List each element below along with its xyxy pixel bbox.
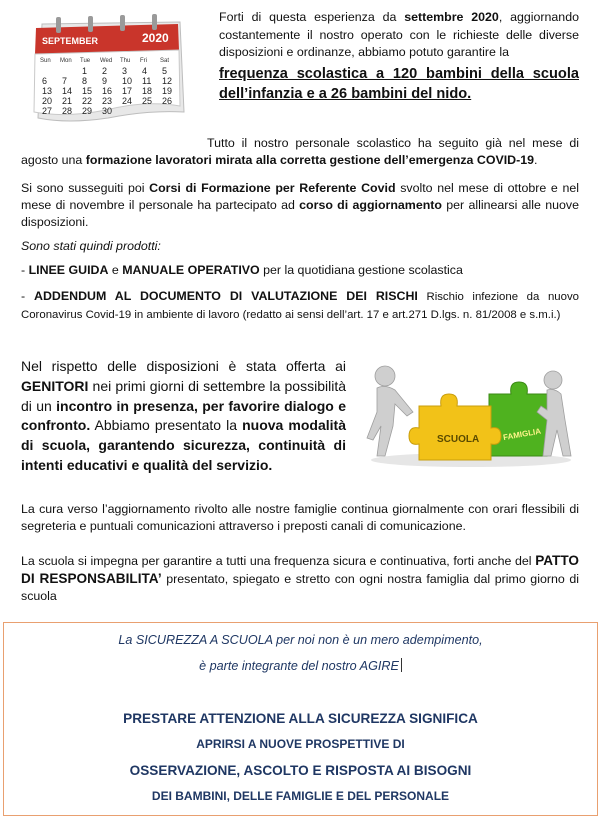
guide-post: per la quotidiana gestione scolastica xyxy=(259,263,463,277)
calendar-illustration xyxy=(28,14,188,126)
calendar-day: 15 xyxy=(82,86,93,96)
puzzle-figures-icon xyxy=(361,360,581,470)
courses-mid: svolto nel mese di ottobre e nel mese di novembre il personale ha partecipato ad xyxy=(21,181,579,212)
guide-dash: - xyxy=(21,263,29,277)
calendar-day: 4 xyxy=(142,66,148,76)
puzzle-illustration xyxy=(361,360,581,470)
calendar-day: 1 xyxy=(82,66,88,76)
training-post: . xyxy=(534,153,538,167)
puzzle-label-famiglia: FAMIGLIA xyxy=(502,426,542,443)
intro-date: settembre 2020 xyxy=(404,10,499,24)
calendar-day: 20 xyxy=(42,96,53,106)
calendar-day: 18 xyxy=(142,86,153,96)
intro-highlight: frequenza scolastica a 120 bambini della scuola dell’infanzia e a 26 bambini del nido. xyxy=(219,65,579,102)
text-cursor xyxy=(401,658,402,672)
training-pre: Tutto il nostro personale scolastico ha seguito già nel mese di agosto una xyxy=(21,136,579,167)
guide-bold-1: LINEE GUIDA xyxy=(28,263,109,277)
calendar-day: 23 xyxy=(102,96,113,106)
calendar-day: 5 xyxy=(162,66,168,76)
courses-bold-2: corso di aggiornamento xyxy=(299,198,442,212)
calendar-day: 9 xyxy=(102,76,108,86)
calendar-day: 27 xyxy=(42,106,53,116)
calendar-day: 12 xyxy=(162,76,173,86)
pact-post: presentato, spiegato e stretto con ogni nostra famiglia dal primo giorno di scuola xyxy=(21,572,579,603)
box-line-5: OSSERVAZIONE, ASCOLTO E RISPOSTA AI BISOGNI xyxy=(129,763,472,778)
courses-post: per allinearsi alle nuove disposizioni. xyxy=(21,198,579,229)
guide-bold-2: MANUALE OPERATIVO xyxy=(122,263,260,277)
addendum-post: Rischio infezione da nuovo Coronavirus Covid-19 in ambiente di lavoro (redatto ai sensi dell’art. 17 e art.271 D.lgs. n. 81/2008 e s.m.i.) xyxy=(21,291,579,321)
box-line-4: APRIRSI A NUOVE PROSPETTIVE DI xyxy=(196,737,405,751)
parents-bold-2: incontro in presenza, per favorire dialogo e confronto. xyxy=(21,397,346,434)
calendar-day: 28 xyxy=(62,106,73,116)
parents-bold-3: nuova modalità di scuola, garantendo sicurezza, continuità di intenti educativi e qualità del servizio. xyxy=(21,417,346,473)
pact-bold: PATTO DI RESPONSABILITA’ xyxy=(21,553,579,586)
calendar-day: 26 xyxy=(162,96,173,106)
person-figure-left xyxy=(367,366,413,456)
courses-pre: Si sono susseguiti poi xyxy=(21,181,150,195)
calendar-day: 24 xyxy=(122,96,133,106)
pact-pre: La scuola si impegna per garantire a tutti una frequenza sicura e continuativa, forti anche del xyxy=(21,554,536,568)
calendar-day: 17 xyxy=(122,86,133,96)
calendar-day: 8 xyxy=(82,76,88,86)
calendar-weekday: Wed xyxy=(100,58,113,64)
parents-text-3: Abbiamo presentato la xyxy=(90,417,243,434)
calendar-day: 30 xyxy=(102,106,113,116)
addendum-list-item xyxy=(21,288,579,324)
calendar-day: 19 xyxy=(162,86,173,96)
calendar-day: 25 xyxy=(142,96,153,106)
calendar-weekday: Sun xyxy=(40,58,51,64)
parents-paragraph xyxy=(21,357,346,476)
calendar-day: 21 xyxy=(62,96,73,106)
calendar-day: 10 xyxy=(122,76,133,86)
addendum-dash: - xyxy=(21,289,35,303)
courses-paragraph xyxy=(21,180,579,231)
box-line-3: PRESTARE ATTENZIONE ALLA SICUREZZA SIGNIFICA xyxy=(123,711,478,726)
calendar-weekday: Tue xyxy=(80,58,91,64)
intro-post: , aggiornando costantemente il nostro operato con le richieste delle diverse disposizioni e ordinanze, abbiamo potuto garantire la xyxy=(219,10,579,59)
parents-text-2: nei primi giorni di settembre la possibilità di un xyxy=(21,377,346,414)
calendar-day: 22 xyxy=(82,96,93,106)
box-line-1: La SICUREZZA A SCUOLA per noi non è un mero adempimento, xyxy=(118,633,483,647)
intro-paragraph xyxy=(219,9,579,104)
care-paragraph: La cura verso l’aggiornamento rivolto alle nostre famiglie continua giornalmente con orari flessibili di segreteria e puntuali comunicazioni attraverso i preposti canali di comunicazione. xyxy=(21,502,579,533)
calendar-weekday: Fri xyxy=(140,58,147,64)
produced-heading: Sono stati quindi prodotti: xyxy=(21,239,161,253)
puzzle-label-scuola: SCUOLA xyxy=(437,434,480,445)
parents-bold-1: GENITORI xyxy=(21,377,89,394)
pact-paragraph xyxy=(21,552,579,605)
guide-mid: e xyxy=(108,263,123,277)
calendar-weekday: Thu xyxy=(120,58,131,64)
calendar-day: 13 xyxy=(42,86,53,96)
calendar-month: SEPTEMBER xyxy=(42,36,99,46)
safety-statement-box xyxy=(3,622,598,816)
guide-list-item xyxy=(21,262,579,279)
calendar-day: 14 xyxy=(62,86,73,96)
calendar-day: 11 xyxy=(142,76,152,86)
calendar-icon xyxy=(28,14,188,126)
calendar-day: 6 xyxy=(42,76,48,86)
box-line-6: DEI BAMBINI, DELLE FAMIGLIE E DEL PERSONALE xyxy=(151,789,450,803)
box-line-2-wrap xyxy=(4,658,597,673)
intro-pre: Forti di questa esperienza da xyxy=(219,10,405,24)
parents-text-1: Nel rispetto delle disposizioni è stata offerta ai xyxy=(21,358,346,374)
calendar-weekday: Mon xyxy=(60,58,72,64)
training-bold: formazione lavoratori mirata alla corretta gestione dell’emergenza COVID-19 xyxy=(85,153,535,167)
calendar-year: 2020 xyxy=(142,31,169,45)
training-paragraph xyxy=(21,135,579,169)
box-line-2: è parte integrante del nostro AGIRE xyxy=(199,659,399,673)
calendar-day: 3 xyxy=(122,66,128,76)
courses-bold-1: Corsi di Formazione per Referente Covid xyxy=(149,181,396,195)
calendar-day: 16 xyxy=(102,86,113,96)
calendar-day: 29 xyxy=(82,106,93,116)
calendar-day: 2 xyxy=(102,66,108,76)
calendar-weekday: Sat xyxy=(160,58,170,64)
calendar-day: 7 xyxy=(62,76,68,86)
addendum-bold: ADDENDUM AL DOCUMENTO DI VALUTAZIONE DEI RISCHI xyxy=(34,289,418,303)
